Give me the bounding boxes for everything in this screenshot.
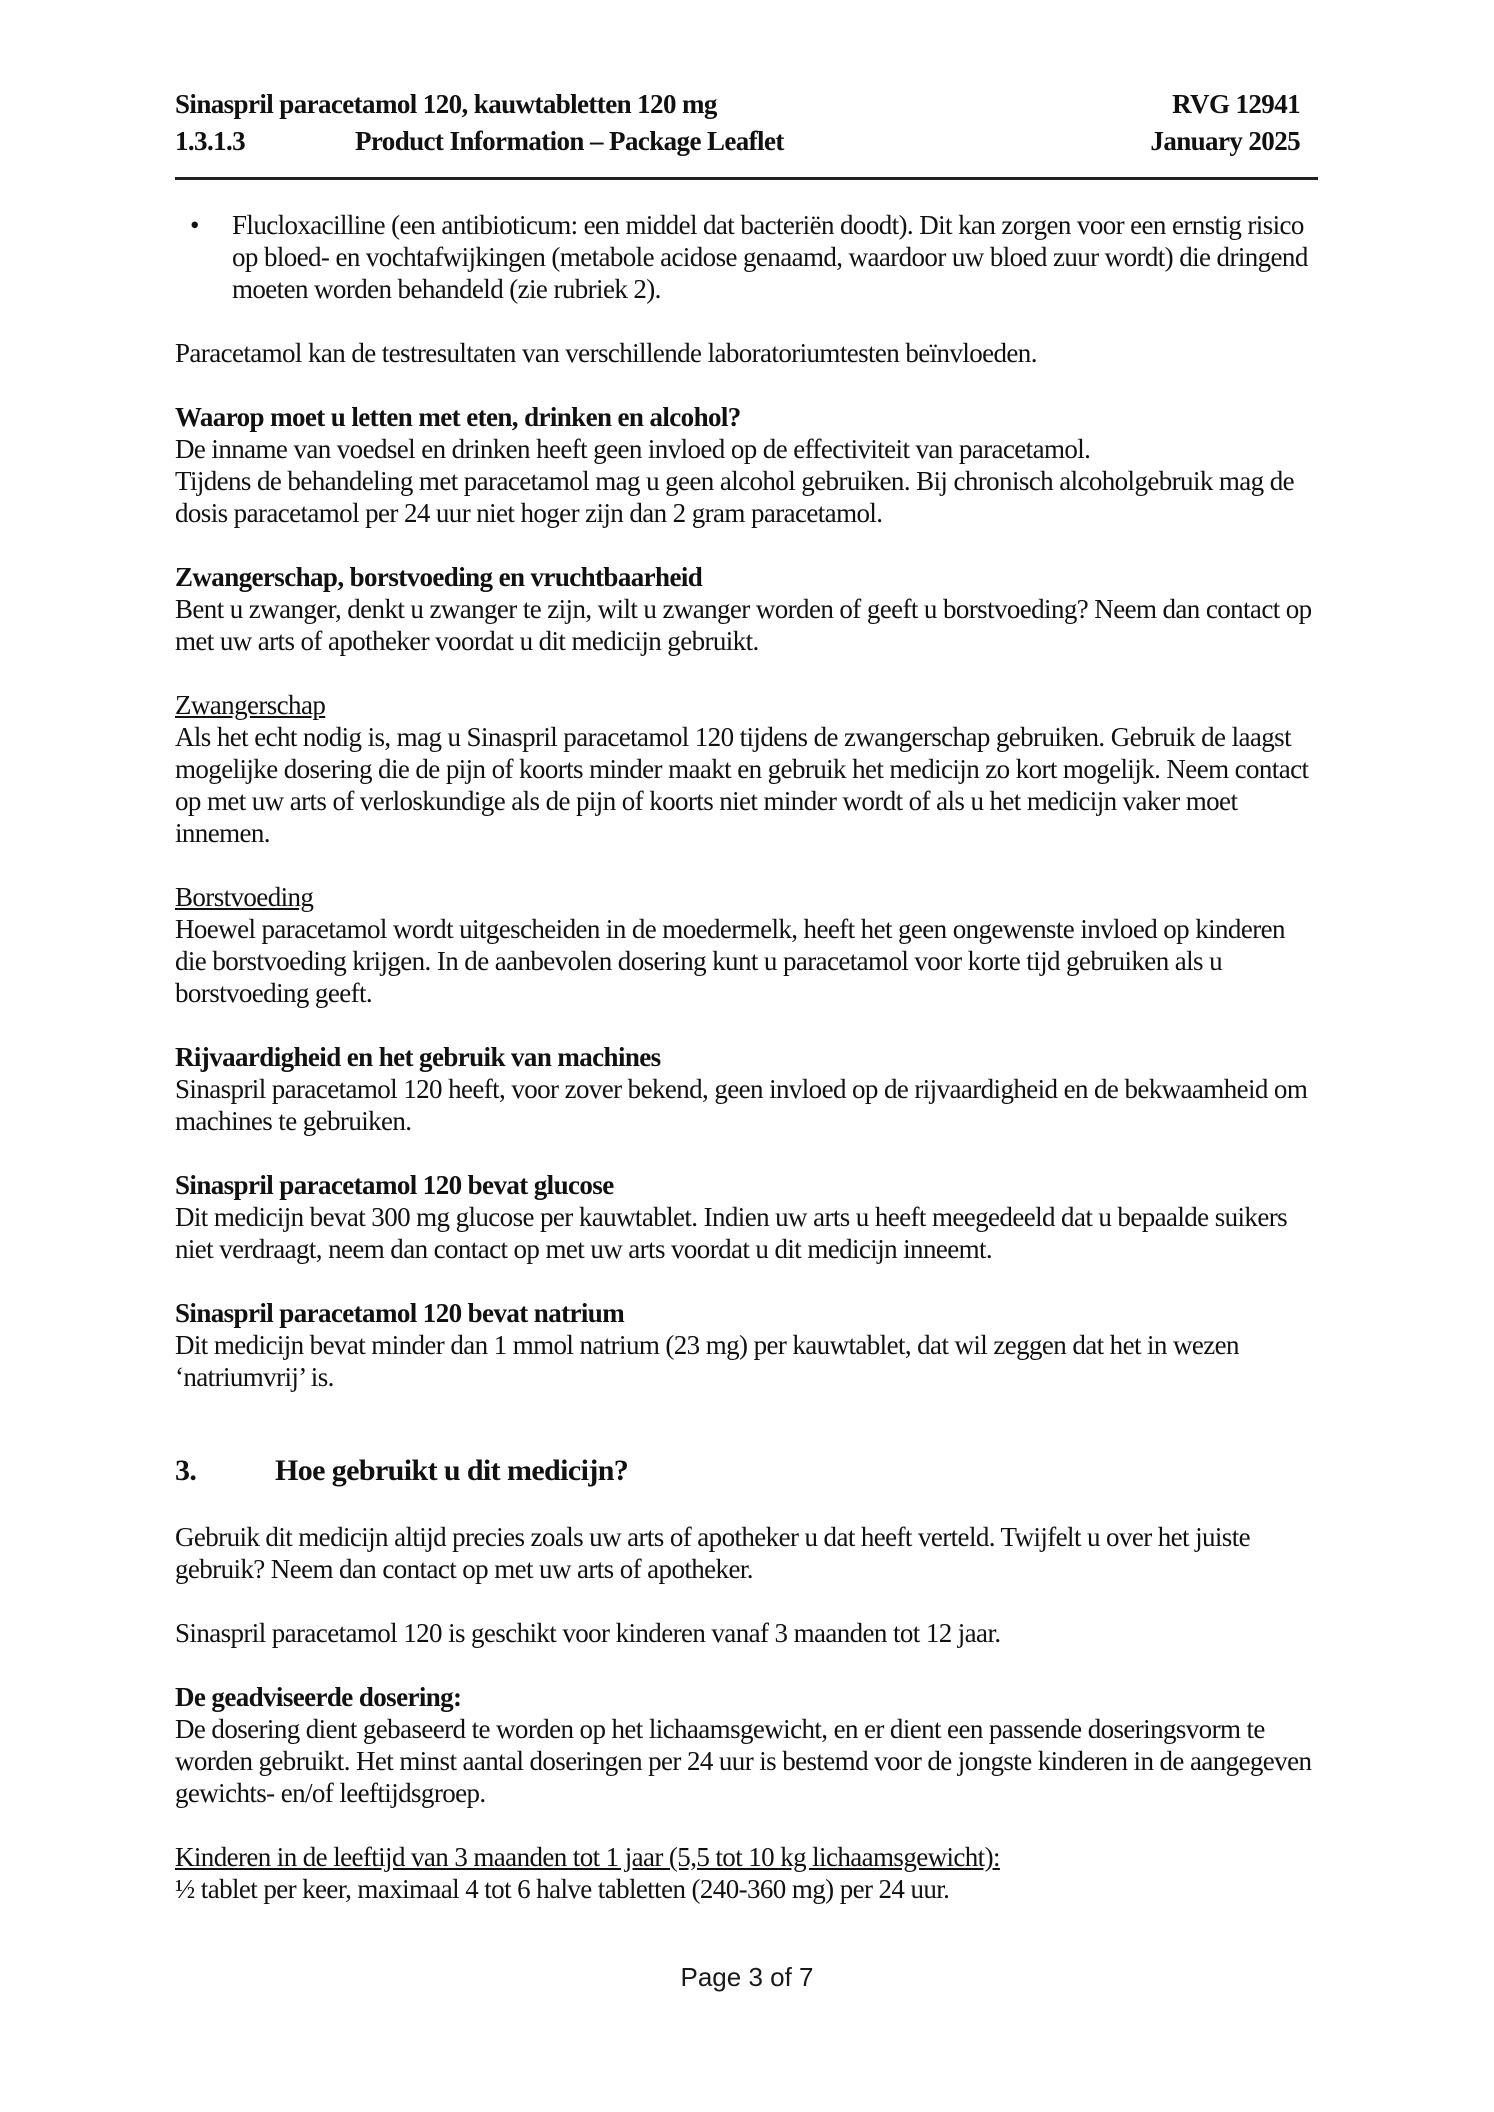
document-code: 1.3.1.3 bbox=[175, 126, 246, 156]
paragraph-usage-2: Sinaspril paracetamol 120 is geschikt voor kinderen vanaf 3 maanden tot 12 jaar. bbox=[175, 1618, 1001, 1648]
paragraph-labtests: Paracetamol kan de testresultaten van verschillende laboratoriumtesten beïnvloeden. bbox=[175, 338, 1037, 368]
product-title: Sinaspril paracetamol 120, kauwtabletten 120 mg bbox=[175, 89, 717, 119]
header-divider bbox=[175, 177, 1318, 180]
paragraph-pregnancy-intro: Bent u zwanger, denkt u zwanger te zijn, wilt u zwanger worden of geeft u borstvoeding? Neem dan contact op met uw arts of apotheker voordat u dit medicijn gebruikt. bbox=[175, 594, 1312, 656]
leaflet-body bbox=[175, 209, 1318, 1905]
document-type-label: Product Information – Package Leaflet bbox=[355, 126, 784, 156]
page-number-label: Page 3 of 7 bbox=[680, 1962, 814, 1992]
heading-driving-machines: Rijvaardigheid en het gebruik van machines bbox=[175, 1042, 661, 1072]
heading-food-drink-alcohol: Waarop moet u letten met eten, drinken en alcohol? bbox=[175, 402, 741, 432]
paragraph-glucose: Dit medicijn bevat 300 mg glucose per kauwtablet. Indien uw arts u heeft meegedeeld dat u bepaalde suikers niet verdraagt, neem dan contact op met uw arts voordat u dit medicijn inneemt. bbox=[175, 1202, 1288, 1264]
registration-number: RVG 12941 bbox=[1172, 89, 1300, 119]
heading-contains-glucose: Sinaspril paracetamol 120 bevat glucose bbox=[175, 1170, 614, 1200]
subheading-zwangerschap: Zwangerschap bbox=[175, 690, 326, 720]
page-number-footer bbox=[0, 1962, 1494, 1992]
paragraph-usage-1: Gebruik dit medicijn altijd precies zoals uw arts of apotheker u dat heeft verteld. Twijfelt u over het juiste gebruik? Neem dan contact op met uw arts of apotheker. bbox=[175, 1522, 1251, 1584]
list-item-flucloxacilline bbox=[175, 209, 1318, 305]
subheading-borstvoeding: Borstvoeding bbox=[175, 882, 314, 912]
paragraph-age-3months-1year: ½ tablet per keer, maximaal 4 tot 6 halve tabletten (240-360 mg) per 24 uur. bbox=[175, 1874, 950, 1904]
section-3-title: Hoe gebruikt u dit medicijn? bbox=[275, 1454, 629, 1487]
subheading-age-3months-1year: Kinderen in de leeftijd van 3 maanden tot 1 jaar (5,5 tot 10 kg lichaamsgewicht): bbox=[175, 1842, 1000, 1872]
section-3-number: 3. bbox=[175, 1454, 197, 1487]
paragraph-zwangerschap: Als het echt nodig is, mag u Sinaspril paracetamol 120 tijdens de zwangerschap gebruiken. Gebruik de laagst mogelijke dosering die de pijn of koorts minder maakt en gebruik het medicijn zo kort mogelijk. Neem contact op met uw arts of verloskundige als de pijn of koorts niet minder wordt of als u het medicijn vaker moet innemen. bbox=[175, 722, 1309, 848]
bullet-text-flucloxacilline: Flucloxacilline (een antibioticum: een middel dat bacteriën doodt). Dit kan zorgen voor een ernstig risico op bloed- en vochtafwijkingen (metabole acidose genaamd, waardoor uw bloed zuur wordt) die dringend moeten worden behandeld (zie rubriek 2). bbox=[232, 210, 1308, 304]
paragraph-driving: Sinaspril paracetamol 120 heeft, voor zover bekend, geen invloed op de rijvaardigheid en de bekwaamheid om machines te gebruiken. bbox=[175, 1074, 1308, 1136]
bullet-icon: • bbox=[190, 210, 199, 240]
header-row-2 bbox=[175, 125, 1318, 157]
document-header bbox=[175, 88, 1318, 180]
paragraph-dosage: De dosering dient gebaseerd te worden op het lichaamsgewicht, en er dient een passende doseringsvorm te worden gebruikt. Het minst aantal doseringen per 24 uur is bestemd voor de jongste kinderen in de aangegeven gewichts- en/of leeftijdsgroep. bbox=[175, 1714, 1312, 1808]
paragraph-food-1: De inname van voedsel en drinken heeft geen invloed op de effectiviteit van paracetamol. bbox=[175, 434, 1091, 464]
document-date: January 2025 bbox=[1150, 126, 1300, 156]
paragraph-food-2: Tijdens de behandeling met paracetamol mag u geen alcohol gebruiken. Bij chronisch alcoholgebruik mag de dosis paracetamol per 24 uur niet hoger zijn dan 2 gram paracetamol. bbox=[175, 466, 1295, 528]
heading-contains-natrium: Sinaspril paracetamol 120 bevat natrium bbox=[175, 1298, 625, 1328]
paragraph-borstvoeding: Hoewel paracetamol wordt uitgescheiden in de moedermelk, heeft het geen ongewenste invloed op kinderen die borstvoeding krijgen. In de aanbevolen dosering kunt u paracetamol voor korte tijd gebruiken als u borstvoeding geeft. bbox=[175, 914, 1285, 1008]
section-3-heading bbox=[175, 1453, 1318, 1489]
heading-pregnancy-breastfeeding: Zwangerschap, borstvoeding en vruchtbaarheid bbox=[175, 562, 703, 592]
paragraph-natrium: Dit medicijn bevat minder dan 1 mmol natrium (23 mg) per kauwtablet, dat wil zeggen dat het in wezen ‘natriumvrij’ is. bbox=[175, 1330, 1239, 1392]
header-row-1 bbox=[175, 88, 1318, 120]
heading-recommended-dosage: De geadviseerde dosering: bbox=[175, 1682, 462, 1712]
